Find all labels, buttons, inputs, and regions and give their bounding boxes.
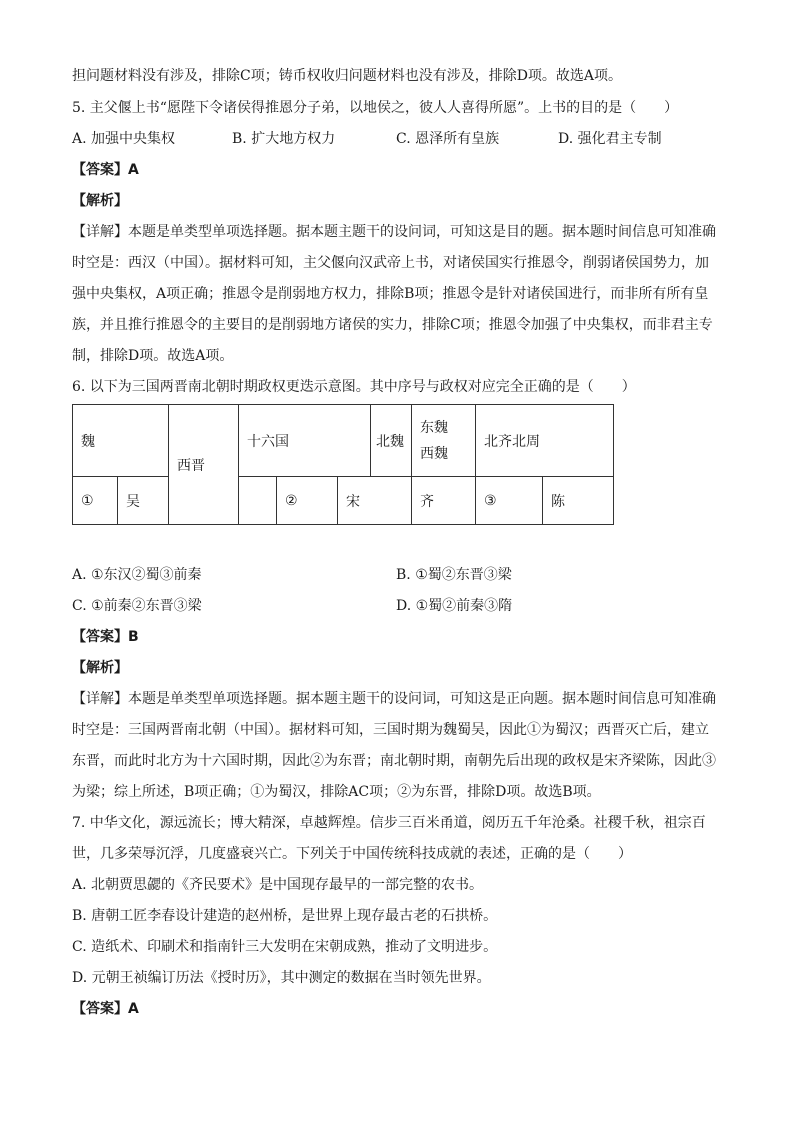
- q6-option-a: A. ①东汉②蜀③前秦: [72, 567, 202, 583]
- cell-beiqibeizhou: 北齐北周: [476, 405, 614, 477]
- q4-tail-text: 担问题材料没有涉及，排除C项；铸币权收归问题材料也没有涉及，排除D项。故选A项。: [72, 68, 623, 84]
- cell-wei: 魏: [73, 405, 169, 477]
- q5-detail-line: 时空是：西汉（中国）。据材料可知，主父偃向汉武帝上书，对诸侯国实行推恩令，削弱诸侯国势力，加: [72, 255, 709, 271]
- cell-xiwei: 西魏: [420, 445, 449, 462]
- cell-dongwei: 东魏: [420, 419, 449, 436]
- q5-answer: 【答案】A: [72, 162, 139, 178]
- q6-analysis-label: 【解析】: [72, 660, 128, 676]
- q5-option-c: C. 恩泽所有皇族: [396, 131, 500, 147]
- q7-stem-line: 7. 中华文化，源远流长；博大精深，卓越辉煌。信步三百米甬道，阅历五千年沧桑。社稷千秋，祖宗百: [72, 815, 706, 831]
- q5-detail-line: 制，排除D项。故选A项。: [72, 348, 234, 364]
- q5-option-d: D. 强化君主专制: [558, 131, 662, 147]
- cell-blank-2: ②: [277, 477, 338, 525]
- cell-empty: [239, 477, 277, 525]
- q7-option-b: B. 唐朝工匠李春设计建造的赵州桥，是世界上现存最古老的石拱桥。: [72, 908, 498, 924]
- cell-wu: 吴: [118, 477, 169, 525]
- q5-detail-line: 强中央集权，A项正确；推恩令是削弱地方权力，排除B项；推恩令是针对诸侯国进行，而非所有所有皇: [72, 286, 709, 302]
- q6-detail-line: 【详解】本题是单类型单项选择题。据本题主题干的设问词，可知这是正向题。据本题时间信息可知准确: [72, 691, 716, 707]
- q6-detail-line: 为梁；综上所述，B项正确；①为蜀汉，排除AC项；②为东晋，排除D项。故选B项。: [72, 784, 601, 800]
- q6-stem: 6. 以下为三国两晋南北朝时期政权更迭示意图。其中序号与政权对应完全正确的是（ ）: [72, 379, 636, 395]
- q7-answer: 【答案】A: [72, 1001, 139, 1017]
- q6-answer: 【答案】B: [72, 629, 139, 645]
- q5-option-a: A. 加强中央集权: [72, 131, 176, 147]
- q5-option-b: B. 扩大地方权力: [232, 131, 336, 147]
- table-divider: [370, 404, 371, 477]
- cell-dongwei-xiwei: [412, 405, 476, 477]
- q6-detail-line: 时空是：三国两晋南北朝（中国）。据材料可知，三国时期为魏蜀吴，因此①为蜀汉；西晋灭亡后，建立: [72, 722, 709, 738]
- q7-option-d: D. 元朝王祯编订历法《授时历》，其中测定的数据在当时领先世界。: [72, 970, 491, 986]
- cell-xijin: 西晋: [169, 405, 239, 525]
- cell-chen: 陈: [543, 477, 614, 525]
- cell-beiwei: 北魏: [376, 434, 404, 450]
- era-succession-table: [72, 404, 614, 525]
- cell-blank-1: ①: [73, 477, 118, 525]
- q5-stem: 5. 主父偃上书“愿陛下令诸侯得推恩分子弟，以地侯之，彼人人喜得所愿”。上书的目的是（ ）: [72, 100, 679, 116]
- cell-song: 宋: [338, 477, 412, 525]
- q5-analysis-label: 【解析】: [72, 193, 128, 209]
- q6-option-d: D. ①蜀②前秦③隋: [396, 598, 513, 614]
- cell-shiliuguo: 十六国: [239, 405, 412, 477]
- q7-option-a: A. 北朝贾思勰的《齐民要术》是中国现存最早的一部完整的农书。: [72, 877, 484, 893]
- q6-detail-line: 东晋，而此时北方为十六国时期，因此②为东晋；南北朝时期，南朝先后出现的政权是宋齐梁陈，因此③: [72, 753, 716, 769]
- q5-detail-line: 【详解】本题是单类型单项选择题。据本题主题干的设问词，可知这是目的题。据本题时间信息可知准确: [72, 224, 716, 240]
- cell-qi: 齐: [412, 477, 476, 525]
- cell-blank-3: ③: [476, 477, 543, 525]
- q7-stem-line: 世，几多荣辱沉浮，几度盛衰兴亡。下列关于中国传统科技成就的表述，正确的是（ ）: [72, 846, 632, 862]
- q7-option-c: C. 造纸术、印刷术和指南针三大发明在宋朝成熟，推动了文明进步。: [72, 939, 498, 955]
- q5-detail-line: 族，并且推行推恩令的主要目的是削弱地方诸侯的实力，排除C项；推恩令加强了中央集权，而非君主专: [72, 317, 713, 333]
- q6-option-c: C. ①前秦②东晋③梁: [72, 598, 202, 614]
- q6-option-b: B. ①蜀②东晋③梁: [396, 567, 512, 583]
